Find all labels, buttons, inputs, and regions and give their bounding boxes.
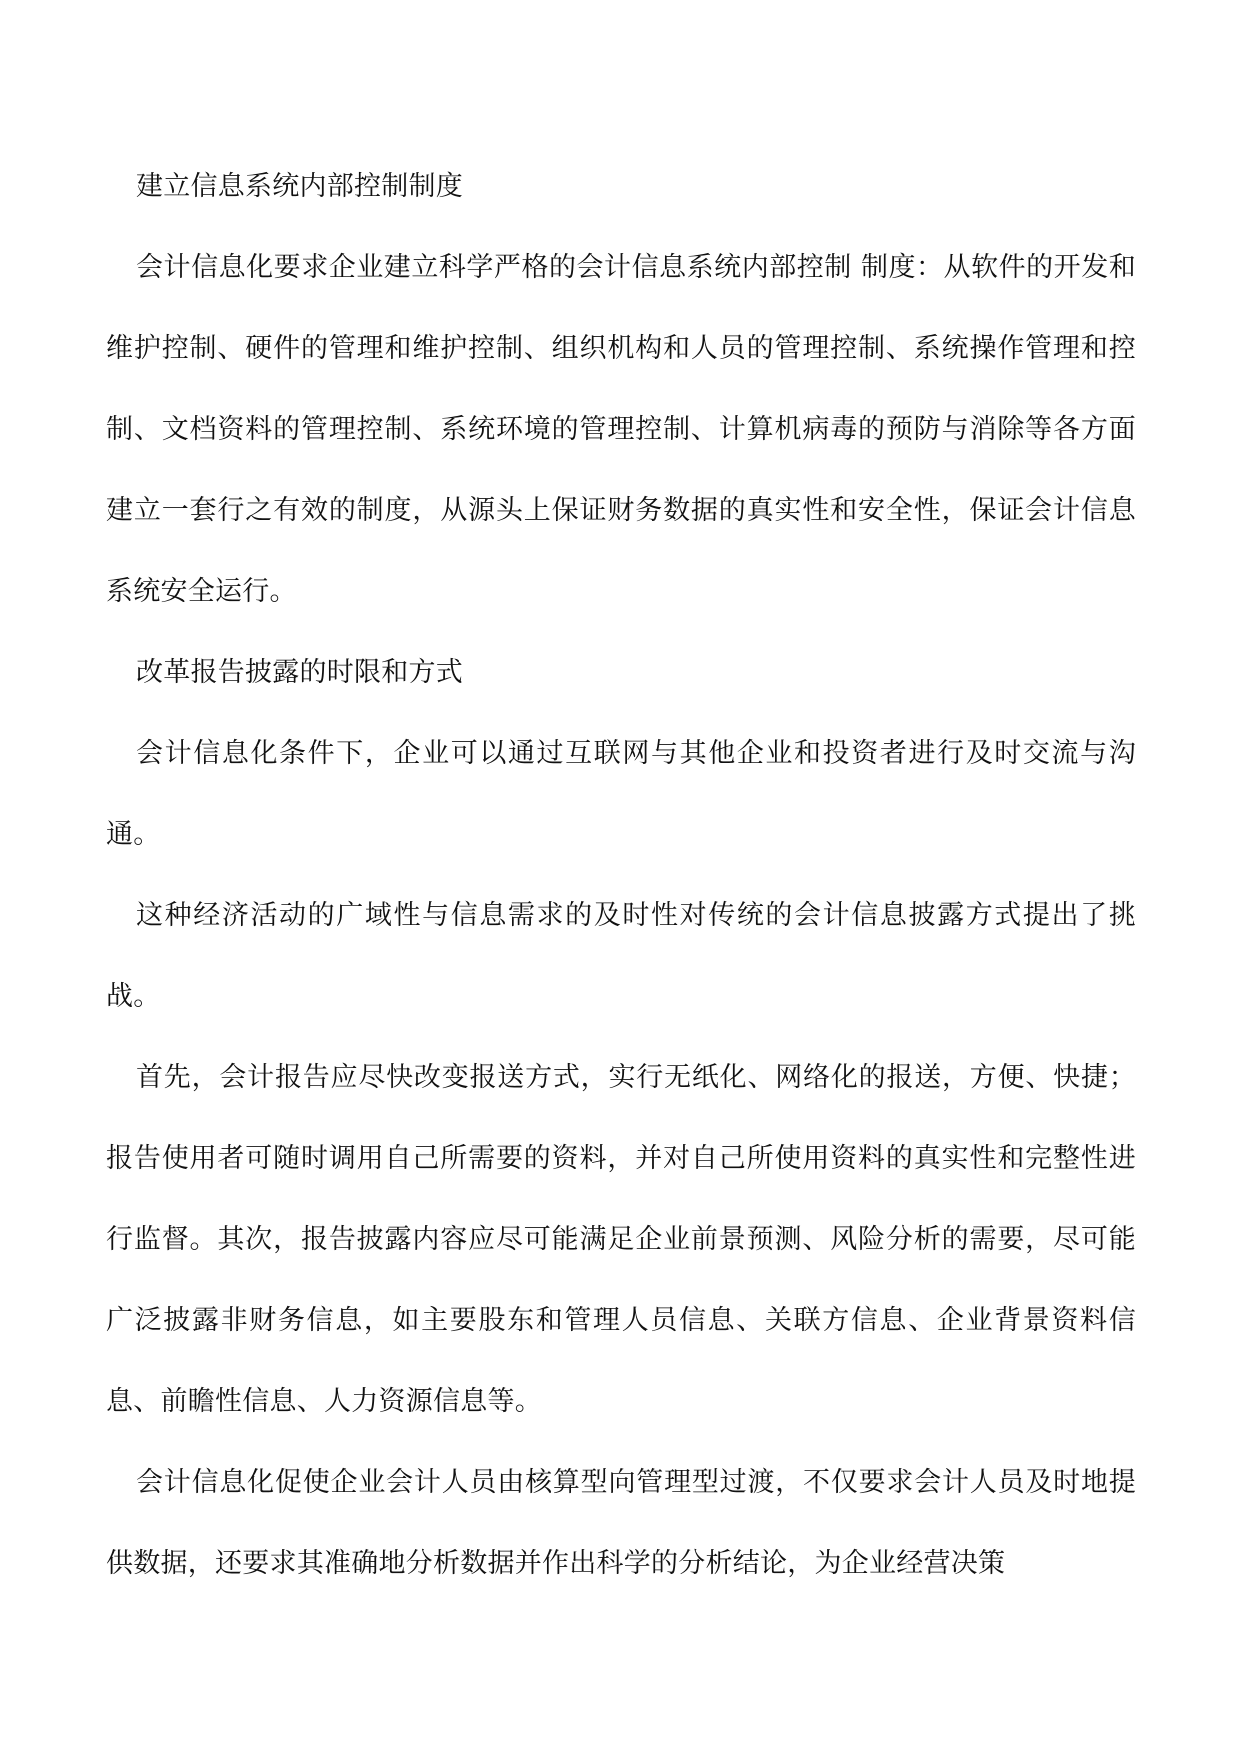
paragraph-internal-control: 会计信息化要求企业建立科学严格的会计信息系统内部控制 制度：从软件的开发和维护控制、硬件的管理和维护控制、组织机构和人员的管理控制、系统操作管理和控制、文档资料的管理控制、系统环境的管理控制、计算机病毒的预防与消除等各方面建立一套行之有效的制度，从源头上保证财务数据的真实性和安全性，保证会计信息系统安全运行。 [106,252,1136,607]
section-heading-report-disclosure: 改革报告披露的时限和方式 [136,657,463,688]
section-heading-internal-control: 建立信息系统内部控制制度 [136,171,463,202]
paragraph-disclosure-challenge: 这种经济活动的广域性与信息需求的及时性对传统的会计信息披露方式提出了挑战。 [106,900,1136,1012]
paragraph-reporting-methods: 首先，会计报告应尽快改变报送方式，实行无纸化、网络化的报送，方便、快捷；报告使用者可随时调用自己所需要的资料，并对自己所使用资料的真实性和完整性进行监督。其次，报告披露内容应尽可能满足企业前景预测、风险分析的需要，尽可能广泛披露非财务信息，如主要股东和管理人员信息、关联方信息、企业背景资料信息、前瞻性信息、人力资源信息等。 [106,1062,1136,1417]
document-page [106,146,1136,1746]
paragraph-internet-communication: 会计信息化条件下，企业可以通过互联网与其他企业和投资者进行及时交流与沟通。 [106,738,1136,850]
paragraph-accounting-personnel: 会计信息化促使企业会计人员由核算型向管理型过渡，不仅要求会计人员及时地提供数据，还要求其准确地分析数据并作出科学的分析结论，为企业经营决策 [106,1467,1136,1579]
